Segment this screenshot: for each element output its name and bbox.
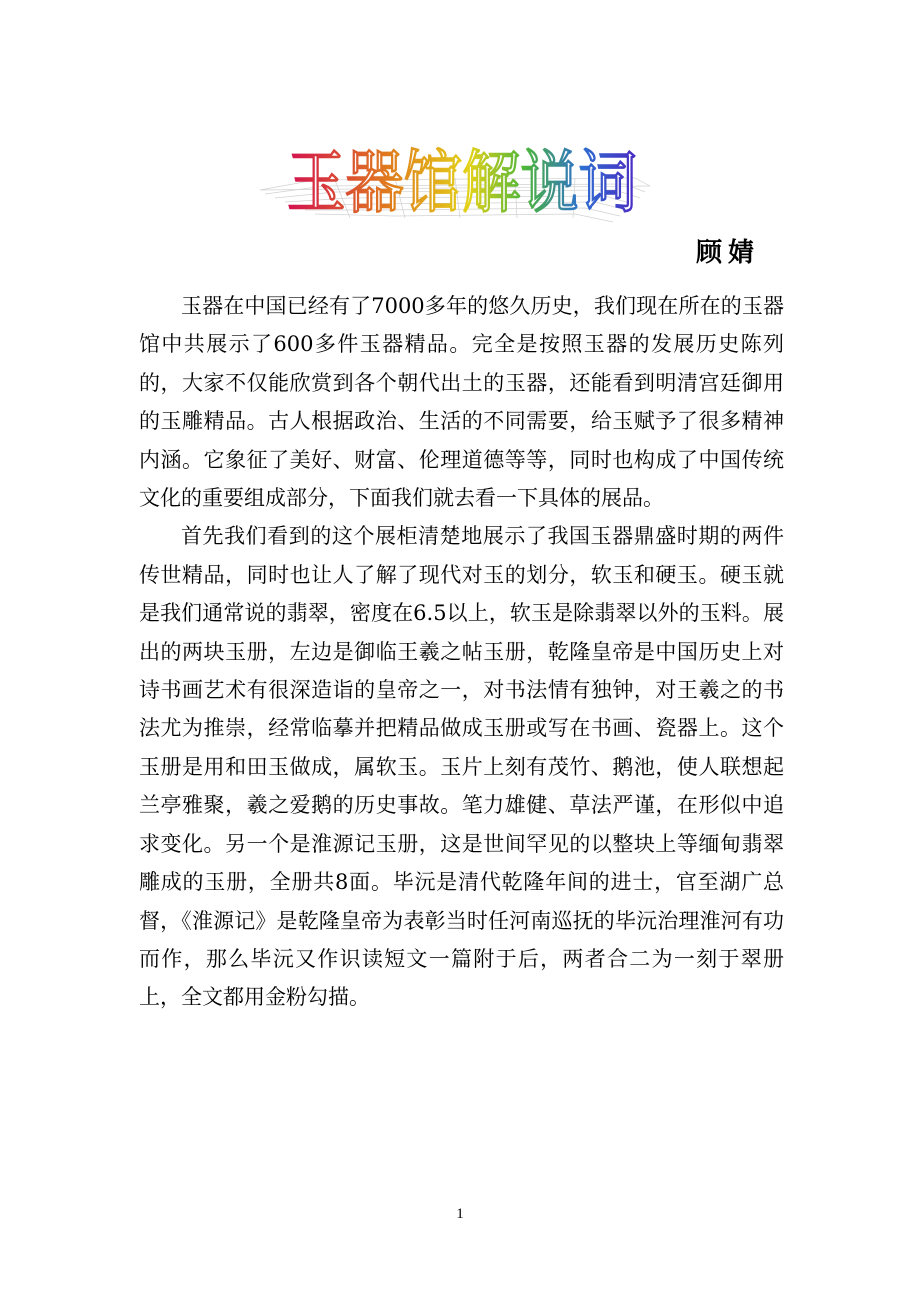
paragraph-1: 玉器在中国已经有了7000多年的悠久历史，我们现在所在的玉器馆中共展示了600多件玉器精品。完全是按照玉器的发展历史陈列的，大家不仅能欣赏到各个朝代出土的玉器，还能看到明清宫廷御用的玉雕精品。古人根据政治、生活的不同需要，给玉赋予了很多精神内涵。它象征了美好、财富、伦理道德等等，同时也构成了中国传统文化的重要组成部分，下面我们就去看一下具体的展品。 bbox=[139, 294, 784, 511]
paragraph-2: 首先我们看到的这个展柜清楚地展示了我国玉器鼎盛时期的两件传世精品，同时也让人了解了现代对玉的划分，软玉和硬玉。硬玉就是我们通常说的翡翠，密度在6.5以上，软玉是除翡翠以外的玉料。展出的两块玉册，左边是御临王羲之帖玉册，乾隆皇帝是中国历史上对诗书画艺术有很深造诣的皇帝之一，对书法情有独钟，对王羲之的书法尤为推崇，经常临摹并把精品做成玉册或写在书画、瓷器上。这个玉册是用和田玉做成，属软玉。玉片上刻有茂竹、鹅池，使人联想起兰亭雅聚，羲之爱鹅的历史事故。笔力雄健、草法严谨，在形似中追求变化。另一个是淮源记玉册，这是世间罕见的以整块上等缅甸翡翠雕成的玉册，全册共8面。毕沅是清代乾隆年间的进士，官至湖广总督，《淮源记》是乾隆皇帝为表彰当时任河南巡抚的毕沅治理淮河有功而作，那么毕沅又作识读短文一篇附于后，两者合二为一刻于翠册上，全文都用金粉勾描。 bbox=[139, 524, 784, 1010]
article-body bbox=[139, 287, 784, 1017]
document-title bbox=[255, 118, 655, 228]
title-text: 玉器馆解说词 bbox=[287, 144, 637, 223]
title-art bbox=[255, 118, 655, 228]
author-name: 顾婧 bbox=[696, 238, 761, 268]
page-number: 1 bbox=[456, 1206, 464, 1222]
